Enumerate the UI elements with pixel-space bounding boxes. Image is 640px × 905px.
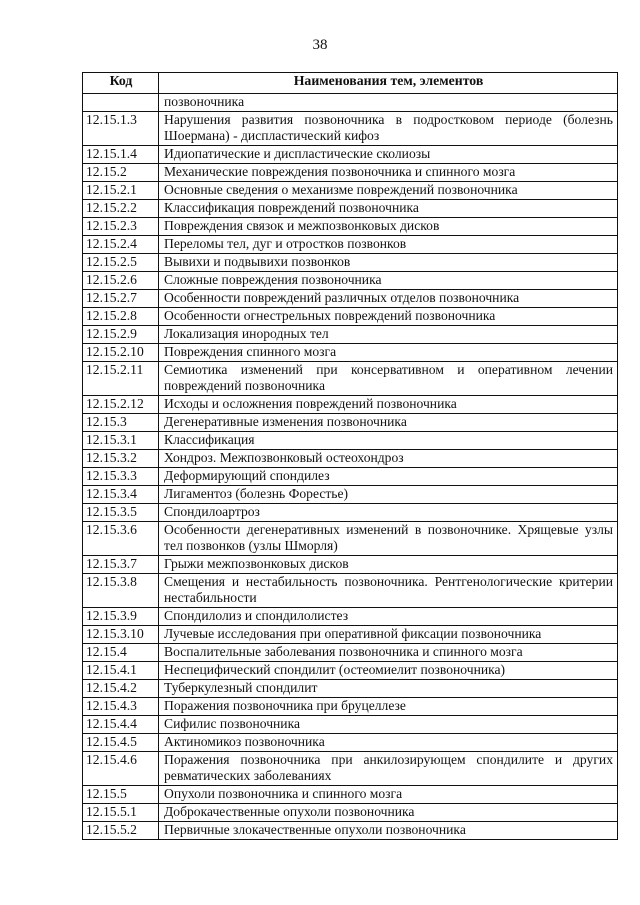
- table-row: [83, 716, 618, 734]
- row-name: Лучевые исследования при оперативной фиксации позвоночника: [159, 626, 618, 644]
- row-name: Локализация инородных тел: [159, 326, 618, 344]
- row-name: Актиномикоз позвоночника: [159, 734, 618, 752]
- row-code: 12.15.2.1: [83, 182, 159, 200]
- table-header-row: [83, 73, 618, 94]
- row-name: Воспалительные заболевания позвоночника и спинного мозга: [159, 644, 618, 662]
- row-name: Туберкулезный спондилит: [159, 680, 618, 698]
- row-name: Дегенеративные изменения позвоночника: [159, 414, 618, 432]
- table-row: [83, 432, 618, 450]
- row-code: 12.15.1.4: [83, 146, 159, 164]
- row-name: Механические повреждения позвоночника и спинного мозга: [159, 164, 618, 182]
- row-name: Вывихи и подвывихи позвонков: [159, 254, 618, 272]
- table-row: [83, 450, 618, 468]
- table-row: [83, 556, 618, 574]
- table-row: [83, 344, 618, 362]
- table-row: [83, 218, 618, 236]
- row-name: Первичные злокачественные опухоли позвоночника: [159, 822, 618, 840]
- row-code: 12.15.2.8: [83, 308, 159, 326]
- row-name: Особенности огнестрельных повреждений позвоночника: [159, 308, 618, 326]
- row-code: 12.15.3.5: [83, 504, 159, 522]
- row-name: Классификация повреждений позвоночника: [159, 200, 618, 218]
- row-name: Нарушения развития позвоночника в подростковом периоде (болезнь Шоермана) - диспластический кифоз: [159, 112, 618, 146]
- row-name: Сложные повреждения позвоночника: [159, 272, 618, 290]
- row-code: 12.15.2.6: [83, 272, 159, 290]
- row-code: 12.15.4.2: [83, 680, 159, 698]
- row-code: 12.15.1.3: [83, 112, 159, 146]
- row-name: Хондроз. Межпозвонковый остеохондроз: [159, 450, 618, 468]
- row-code: 12.15.3.8: [83, 574, 159, 608]
- header-code: Код: [83, 73, 159, 94]
- table-row: [83, 626, 618, 644]
- row-name: Переломы тел, дуг и отростков позвонков: [159, 236, 618, 254]
- row-name: Неспецифический спондилит (остеомиелит позвоночника): [159, 662, 618, 680]
- topics-table: [82, 72, 618, 840]
- table-row: [83, 698, 618, 716]
- table-row: [83, 680, 618, 698]
- table-row: [83, 254, 618, 272]
- table-row: [83, 822, 618, 840]
- table-row: [83, 468, 618, 486]
- row-code: 12.15.3.1: [83, 432, 159, 450]
- row-name: Классификация: [159, 432, 618, 450]
- table-row: [83, 182, 618, 200]
- row-name: Доброкачественные опухоли позвоночника: [159, 804, 618, 822]
- row-code: 12.15.3.9: [83, 608, 159, 626]
- row-code: 12.15.3.3: [83, 468, 159, 486]
- row-name: Опухоли позвоночника и спинного мозга: [159, 786, 618, 804]
- row-name: Поражения позвоночника при анкилозирующем спондилите и других ревматических заболеваниях: [159, 752, 618, 786]
- row-name: Спондилолиз и спондилолистез: [159, 608, 618, 626]
- row-code: 12.15.4.6: [83, 752, 159, 786]
- table-row: [83, 486, 618, 504]
- table-row: [83, 608, 618, 626]
- table-row: [83, 734, 618, 752]
- row-code: 12.15.4.3: [83, 698, 159, 716]
- row-code: 12.15.4: [83, 644, 159, 662]
- row-name: Основные сведения о механизме повреждений позвоночника: [159, 182, 618, 200]
- row-code: 12.15.2.9: [83, 326, 159, 344]
- row-code: 12.15.4.4: [83, 716, 159, 734]
- table-row: [83, 752, 618, 786]
- row-code: 12.15.3.10: [83, 626, 159, 644]
- table-row: [83, 290, 618, 308]
- row-name: Грыжи межпозвонковых дисков: [159, 556, 618, 574]
- row-code: 12.15.5: [83, 786, 159, 804]
- table-row: [83, 236, 618, 254]
- row-name: позвоночника: [159, 94, 618, 112]
- table-row: [83, 272, 618, 290]
- row-code: 12.15.3.6: [83, 522, 159, 556]
- table-row: [83, 414, 618, 432]
- table-row: [83, 164, 618, 182]
- table-row: [83, 112, 618, 146]
- row-code: [83, 94, 159, 112]
- table-row: [83, 308, 618, 326]
- page-number: 38: [312, 37, 328, 53]
- row-name: Спондилоартроз: [159, 504, 618, 522]
- row-code: 12.15.2.10: [83, 344, 159, 362]
- row-code: 12.15.2.12: [83, 396, 159, 414]
- row-code: 12.15.3.7: [83, 556, 159, 574]
- table-row: [83, 362, 618, 396]
- row-code: 12.15.4.5: [83, 734, 159, 752]
- row-name: Особенности дегенеративных изменений в позвоночнике. Хрящевые узлы тел позвонков (узлы Шморля): [159, 522, 618, 556]
- table-row: [83, 804, 618, 822]
- table-row: [83, 94, 618, 112]
- row-code: 12.15.2: [83, 164, 159, 182]
- row-name: Повреждения спинного мозга: [159, 344, 618, 362]
- row-code: 12.15.2.4: [83, 236, 159, 254]
- row-name: Семиотика изменений при консервативном и оперативном лечении повреждений позвоночника: [159, 362, 618, 396]
- row-name: Исходы и осложнения повреждений позвоночника: [159, 396, 618, 414]
- table-row: [83, 644, 618, 662]
- row-code: 12.15.2.11: [83, 362, 159, 396]
- table-row: [83, 662, 618, 680]
- table-row: [83, 504, 618, 522]
- row-code: 12.15.4.1: [83, 662, 159, 680]
- row-name: Лигаментоз (болезнь Форестье): [159, 486, 618, 504]
- row-code: 12.15.3.2: [83, 450, 159, 468]
- row-name: Поражения позвоночника при бруцеллезе: [159, 698, 618, 716]
- table-row: [83, 146, 618, 164]
- row-name: Деформирующий спондилез: [159, 468, 618, 486]
- row-name: Сифилис позвоночника: [159, 716, 618, 734]
- row-name: Смещения и нестабильность позвоночника. Рентгенологические критерии нестабильности: [159, 574, 618, 608]
- row-code: 12.15.2.7: [83, 290, 159, 308]
- table-row: [83, 200, 618, 218]
- table-row: [83, 522, 618, 556]
- row-code: 12.15.3: [83, 414, 159, 432]
- row-name: Повреждения связок и межпозвонковых дисков: [159, 218, 618, 236]
- table-row: [83, 786, 618, 804]
- row-code: 12.15.2.2: [83, 200, 159, 218]
- table-row: [83, 326, 618, 344]
- table-row: [83, 574, 618, 608]
- row-code: 12.15.5.1: [83, 804, 159, 822]
- row-code: 12.15.2.5: [83, 254, 159, 272]
- header-name: Наименования тем, элементов: [159, 73, 618, 94]
- row-name: Особенности повреждений различных отделов позвоночника: [159, 290, 618, 308]
- row-name: Идиопатические и диспластические сколиозы: [159, 146, 618, 164]
- row-code: 12.15.3.4: [83, 486, 159, 504]
- row-code: 12.15.5.2: [83, 822, 159, 840]
- table-row: [83, 396, 618, 414]
- row-code: 12.15.2.3: [83, 218, 159, 236]
